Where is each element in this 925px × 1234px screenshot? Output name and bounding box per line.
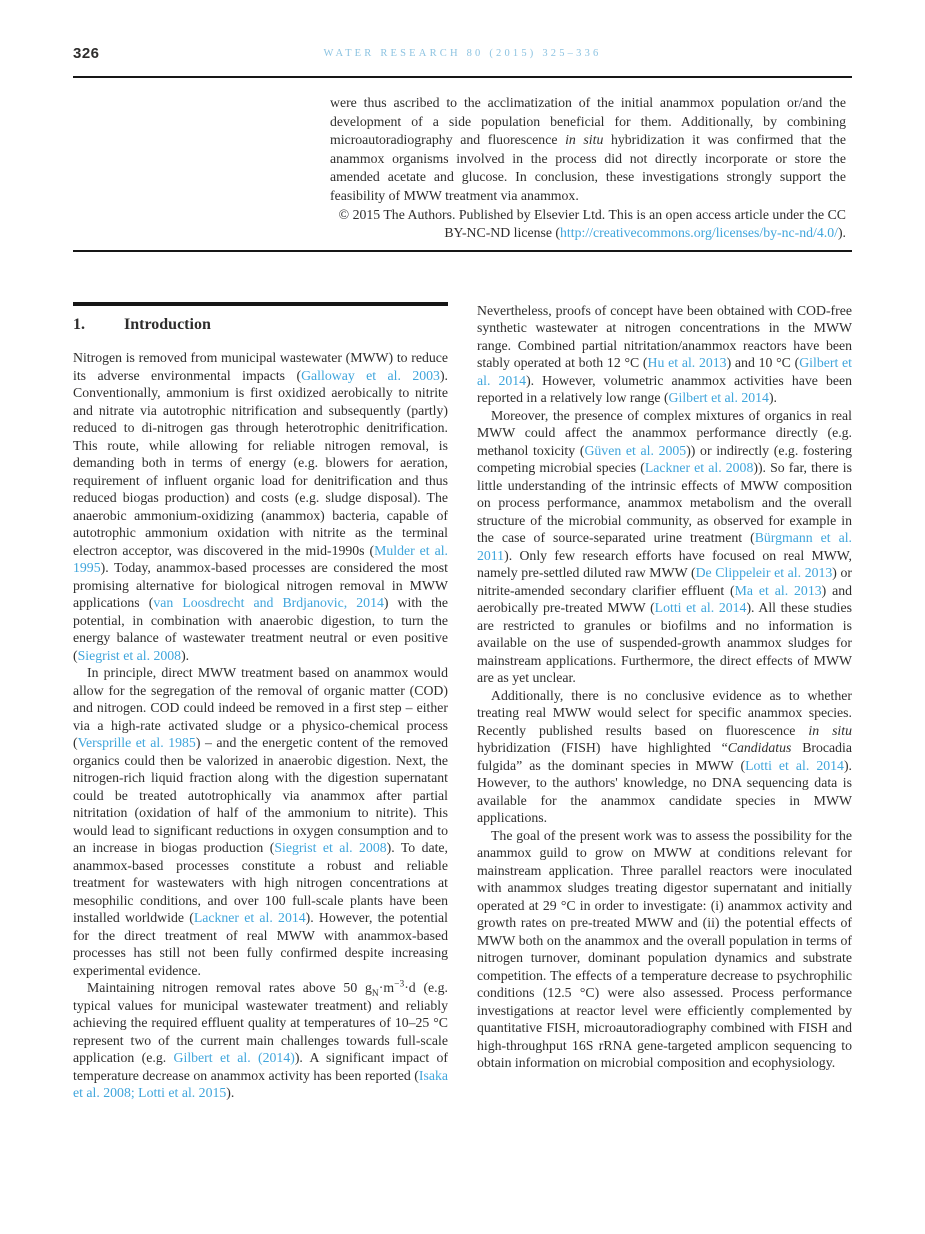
journal-title: WATER RESEARCH 80 (2015) 325–336	[323, 48, 602, 59]
copyright-notice: © 2015 The Authors. Published by Elsevier Ltd. This is an open access article under the CC BY-NC-ND license (http://creativecommons.org/licenses/by-nc-nd/4.0/).	[338, 206, 846, 241]
citation-link[interactable]: Galloway et al. 2003	[301, 367, 440, 383]
citation-link[interactable]: Güven et al. 2005	[584, 442, 687, 458]
citation-link[interactable]: Gilbert et al. 2014	[668, 390, 769, 406]
citation-link[interactable]: Lotti et al. 2014	[745, 757, 844, 773]
paragraph: The goal of the present work was to assess the possibility for the anammox guild to grow on MWW at conditions relevant for mainstream application. Three parallel reactors were inoculated with anammox sludges treating digestor supernatant and initially operated at 29 °C in order to investigate: (i) anammox activity and growth rates on pre-treated MWW and (ii) the potential effects of MWW both on the anammox and the overall population in terms of nitrogen turnover, dominant population dynamics and substrate competition. The effects of a temperature decrease to psychrophilic conditions (12.5 °C) were also assessed. Process performance investigations at reactor level were efficiently complemented by quantitative FISH, microautoradiography combined with FISH and high-throughput 16S rRNA gene-targeted amplicon sequencing to obtain information on microbial composition and ecophysiology.	[477, 827, 852, 1071]
left-column	[73, 302, 448, 1102]
paragraph: Nitrogen is removed from municipal wastewater (MWW) to reduce its adverse environmental impacts (Galloway et al. 2003). Conventionally, ammonium is first oxidized aerobically to nitrite and nitrate via autotrophic nitrification and subsequently (partly) reduced to di-nitrogen gas through heterotrophic denitrification. This route, while allowing for reliable nitrogen removal, is demanding both in terms of energy (e.g. blowers for aeration, requirement of influent organic load for denitrification and thus reduced biogas production) and costs (e.g. sludge disposal). The anaerobic ammonium-oxidizing (anammox) bacteria, capable of autotrophic ammonium oxidation with nitrite as the terminal electron acceptor, was discovered in the mid-1990s (Mulder et al. 1995). Today, anammox-based processes are considered the most promising alternative for biological nitrogen removal in MWW applications (van Loosdrecht and Brdjanovic, 2014) with the potential, in combination with anaerobic digestion, to turn the energy balance of wastewater treatment neutral or even positive (Siegrist et al. 2008).	[73, 350, 448, 663]
paragraph: In principle, direct MWW treatment based on anammox would allow for the segregation of the removal of organic matter (COD) and nitrogen. COD could indeed be removed in a first step – either via a high-rate activated sludge or a physico-chemical process (Versprille et al. 1985) – and the energetic content of the removed organics could then be valorized in anaerobic digestion. Next, the nitrogen-rich liquid fraction along with the digestion supernatant could be treated autotrophically via anammox after partial nitritation (oxidation of half of the ammonium to nitrite). This would lead to significant reductions in oxygen consumption and to an increase in biogas production (Siegrist et al. 2008). To date, anammox-based processes constitute a robust and reliable treatment for wastewaters with high nitrogen concentrations at mesophilic conditions, and over 100 full-scale plants have been installed worldwide (Lackner et al. 2014). However, the potential for the direct treatment of real MWW with anammox-based processes has still not been fully confirmed despite increasing experimental evidence.	[73, 665, 448, 978]
citation-link[interactable]: Isaka et al. 2008; Lotti et al. 2015	[73, 1067, 448, 1101]
citation-link[interactable]: Lackner et al. 2014	[193, 910, 306, 926]
citation-link[interactable]: http://creativecommons.org/licenses/by-nc-nd/4.0/	[560, 225, 838, 241]
section-heading	[73, 316, 448, 334]
right-column	[477, 302, 852, 1102]
paragraph: Maintaining nitrogen removal rates above 50 $g_N\cdot m^{-3}\cdot d$ (e.g. typical values for municipal wastewater treatment) and reliably achieving the required effluent quality at temperatures of 10–25 °C represent two of the current main challenges towards full-scale application (e.g. Gilbert et al. (2014)). A significant impact of temperature decrease on anammox activity has been reported (Isaka et al. 2008; Lotti et al. 2015).	[73, 979, 449, 1101]
paragraph: Additionally, there is no conclusive evidence as to whether treating real MWW would select for specific anammox species. Recently published results based on fluorescence in situ hybridization (FISH) have highlighted “Candidatus Brocadia fulgida” as the dominant species in MWW (Lotti et al. 2014). However, to the authors' knowledge, no DNA sequencing data is available for the anammox candidate species in MWW applications.	[477, 687, 852, 826]
citation-link[interactable]: Lotti et al. 2014	[654, 600, 747, 616]
citation-link[interactable]: Gilbert et al. 2014	[477, 355, 852, 388]
citation-link[interactable]: Siegrist et al. 2008	[77, 647, 182, 663]
page-number: 326	[73, 45, 100, 62]
section-number: 1.	[73, 315, 85, 333]
right-column-paragraphs	[477, 302, 852, 1072]
section-title: Introduction	[124, 315, 211, 333]
intro-heading-bar	[73, 302, 448, 306]
left-column-paragraphs	[73, 349, 448, 1102]
section-divider-rule	[73, 250, 852, 252]
citation-link[interactable]: Versprille et al. 1985	[77, 735, 196, 751]
citation-link[interactable]: De Clippeleir et al. 2013	[695, 565, 833, 581]
citation-link[interactable]: Lackner et al. 2008	[644, 460, 754, 476]
abstract-text: were thus ascribed to the acclimatization of the initial anammox population or/and the development of a side population beneficial for them. Additionally, by combining microautoradiography and fluorescence in situ hybridization it was confirmed that the anammox organisms involved in the process did not directly incorporate or store the amended acetate and glucose. In conclusion, these investigations strongly support the feasibility of MWW treatment via anammox.	[330, 95, 847, 203]
page-header	[73, 44, 852, 78]
citation-link[interactable]: van Loosdrecht and Brdjanovic, 2014	[153, 595, 384, 611]
abstract-continuation	[330, 94, 846, 243]
citation-link[interactable]: Bürgmann et al. 2011	[477, 530, 853, 563]
citation-link[interactable]: Hu et al. 2013	[647, 355, 727, 371]
paragraph: Nevertheless, proofs of concept have been obtained with COD-free synthetic wastewater at nitrogen concentrations in the MWW range. Combined partial nitritation/anammox reactors have been stably operated at both 12 °C (Hu et al. 2013) and 10 °C (Gilbert et al. 2014). However, volumetric anammox activities have been reported in a relatively low range (Gilbert et al. 2014).	[477, 302, 852, 406]
citation-link[interactable]: Mulder et al. 1995	[73, 542, 448, 576]
citation-link[interactable]: Gilbert et al. (2014)	[173, 1050, 295, 1066]
paragraph: Moreover, the presence of complex mixtures of organics in real MWW could affect the anammox performance directly (e.g. methanol toxicity (Güven et al. 2005)) or indirectly (e.g. fostering competing microbial species (Lackner et al. 2008)). So far, there is little understanding of the intrinsic effects of MWW composition on process performance, anammox metabolism and the overall structure of the microbial community, as observed for example in the case of source-separated urine treatment (Bürgmann et al. 2011). Only few research efforts have focused on real MWW, namely pre-settled diluted raw MWW (De Clippeleir et al. 2013) or nitrite-amended secondary clarifier effluent (Ma et al. 2013) and aerobically pre-treated MWW (Lotti et al. 2014). All these studies are restricted to granules or biofilms and no information is available on the use of suspended-growth anammox sludges for mainstream applications. Furthermore, the direct effects of MWW are as yet unclear.	[477, 407, 853, 686]
citation-link[interactable]: Ma et al. 2013	[734, 582, 822, 598]
citation-link[interactable]: Siegrist et al. 2008	[274, 840, 387, 856]
article-body	[73, 302, 852, 1102]
